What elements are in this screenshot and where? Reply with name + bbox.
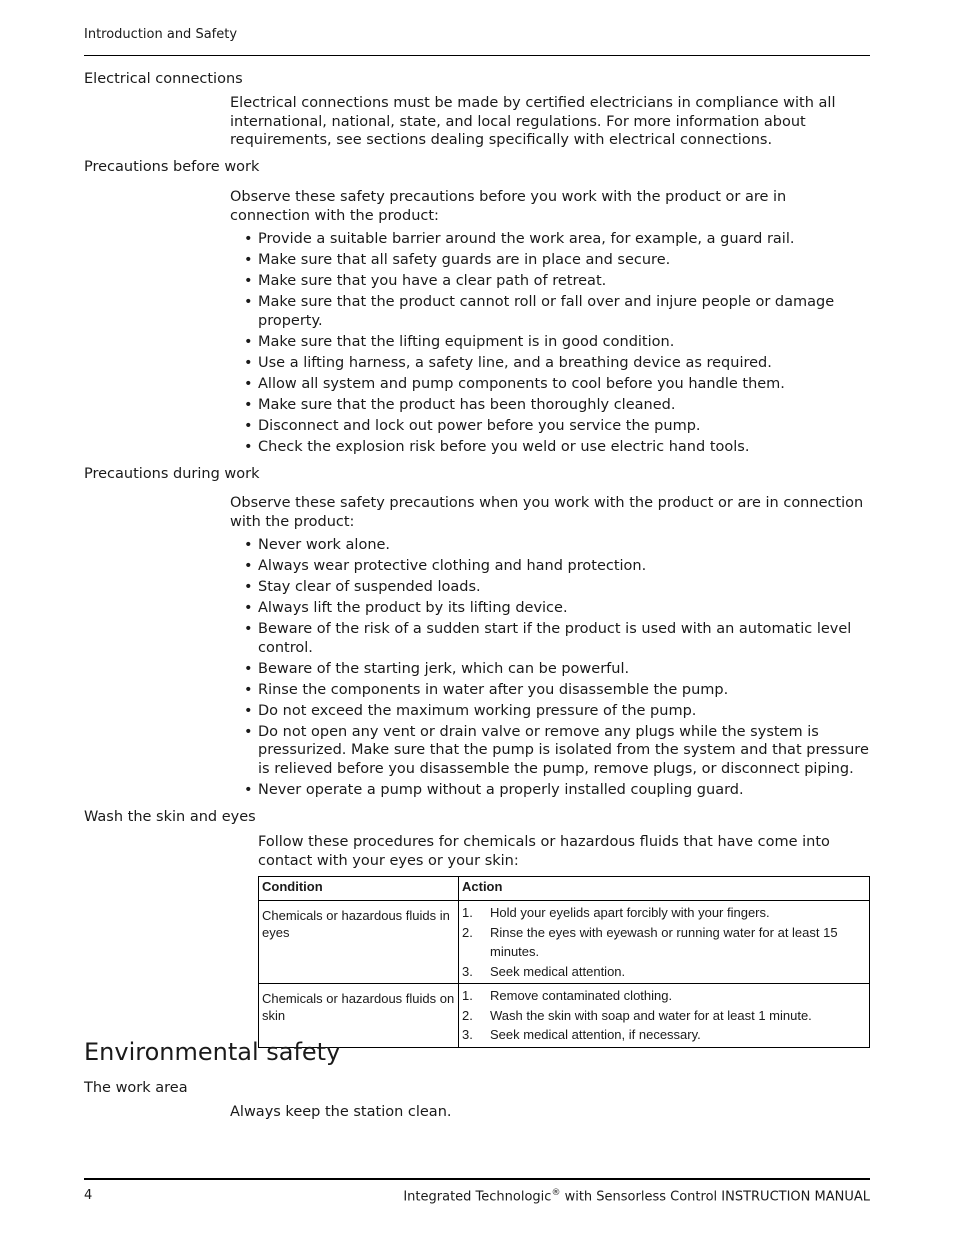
list-item: • Make sure that the product has been thoroughly cleaned.: [244, 396, 870, 415]
paragraph-during-work-intro: Observe these safety precautions when you work with the product or are in connection with the product:: [230, 495, 864, 530]
table-row: [259, 984, 870, 1048]
paragraph-wash-intro: Follow these procedures for chemicals or hazardous fluids that have come into contact with your eyes or your skin:: [258, 834, 830, 869]
header-divider: [84, 55, 870, 56]
list-item: • Provide a suitable barrier around the work area, for example, a guard rail.: [244, 230, 870, 249]
step-text: Seek medical attention, if necessary.: [490, 1027, 701, 1042]
list-item: • Make sure that the lifting equipment is in good condition.: [244, 333, 870, 352]
list-item: • Make sure that the product cannot roll or fall over and injure people or damage property.: [244, 293, 870, 330]
list-item: • Rinse the components in water after you disassemble the pump.: [244, 681, 870, 700]
list-item: • Disconnect and lock out power before you service the pump.: [244, 417, 870, 436]
column-header-action: Action: [459, 877, 870, 901]
step-text: Wash the skin with soap and water for at least 1 minute.: [490, 1007, 812, 1023]
page-number: 4: [84, 1188, 93, 1203]
step-text: Rinse the eyes with eyewash or running water for at least 15 minutes.: [490, 924, 838, 959]
list-item: • Check the explosion risk before you weld or use electric hand tools.: [244, 438, 870, 457]
step-text: Hold your eyelids apart forcibly with your fingers.: [490, 905, 770, 920]
step-number: 1.: [462, 905, 473, 920]
table-header-row: [259, 877, 870, 901]
step-number: 2.: [462, 1007, 473, 1023]
list-item: • Never work alone.: [244, 536, 870, 555]
heading-work-area: The work area: [84, 1080, 188, 1096]
paragraph-work-area: Always keep the station clean.: [230, 1104, 452, 1120]
heading-wash-skin-eyes: Wash the skin and eyes: [84, 809, 256, 825]
action-steps: [462, 986, 866, 1045]
paragraph-before-work-intro: Observe these safety precautions before you work with the product or are in connection with the product:: [230, 189, 787, 224]
manual-title: [403, 1188, 870, 1204]
section-title-environmental-safety: Environmental safety: [84, 1038, 341, 1066]
list-during-work: [244, 536, 870, 802]
heading-precautions-before-work: Precautions before work: [84, 159, 260, 175]
step-number: 2.: [462, 924, 473, 940]
action-cell: [459, 901, 870, 984]
step-text: Seek medical attention.: [490, 963, 626, 979]
action-cell: [459, 984, 870, 1048]
action-step: [462, 1006, 866, 1026]
step-number: 1.: [462, 988, 473, 1003]
registered-mark: ®: [551, 1188, 561, 1198]
action-step: [462, 923, 866, 962]
list-before-work: [244, 230, 870, 459]
table-row: [259, 901, 870, 984]
condition-cell: Chemicals or hazardous fluids in eyes: [259, 901, 459, 984]
column-header-condition: Condition: [259, 877, 459, 901]
list-item: • Beware of the starting jerk, which can be powerful.: [244, 660, 870, 679]
list-item: • Always lift the product by its lifting device.: [244, 599, 870, 618]
list-item: • Make sure that you have a clear path of retreat.: [244, 272, 870, 291]
action-step: [462, 1025, 866, 1045]
list-item: • Always wear protective clothing and hand protection.: [244, 557, 870, 576]
action-step: [462, 903, 866, 923]
list-item: • Allow all system and pump components to cool before you handle them.: [244, 375, 870, 394]
condition-cell: Chemicals or hazardous fluids on skin: [259, 984, 459, 1048]
action-steps: [462, 903, 866, 981]
list-item: • Stay clear of suspended loads.: [244, 578, 870, 597]
running-header: Introduction and Safety: [84, 27, 238, 42]
list-item: • Make sure that all safety guards are in place and secure.: [244, 251, 870, 270]
step-text: Remove contaminated clothing.: [490, 988, 673, 1003]
action-step: [462, 986, 866, 1006]
footer-divider: [84, 1178, 870, 1180]
list-item: • Never operate a pump without a properly installed coupling guard.: [244, 781, 870, 800]
step-number: 3.: [462, 1027, 473, 1042]
list-item: • Do not open any vent or drain valve or remove any plugs while the system is pressurized. Make sure that the pump is isolated from the system and that pressure is relieved before you disassemble the pump, remove plugs, or disconnect piping.: [244, 723, 870, 779]
heading-precautions-during-work: Precautions during work: [84, 466, 260, 482]
list-item: • Use a lifting harness, a safety line, and a breathing device as required.: [244, 354, 870, 373]
heading-electrical-connections: Electrical connections: [84, 71, 243, 87]
manual-title-part1: Integrated Technologic: [403, 1189, 552, 1205]
action-step: [462, 962, 866, 982]
list-item: • Do not exceed the maximum working pressure of the pump.: [244, 702, 870, 721]
list-item: • Beware of the risk of a sudden start if the product is used with an automatic level control.: [244, 620, 870, 657]
wash-procedures-table: [258, 876, 870, 1048]
paragraph-electrical: Electrical connections must be made by certified electricians in compliance with all international, national, state, and local regulations. For more information about requirements, see sections dealing specifically with electrical connections.: [230, 95, 836, 148]
manual-title-part2: with Sensorless Control INSTRUCTION MANUAL: [560, 1189, 870, 1205]
step-number: 3.: [462, 963, 473, 979]
